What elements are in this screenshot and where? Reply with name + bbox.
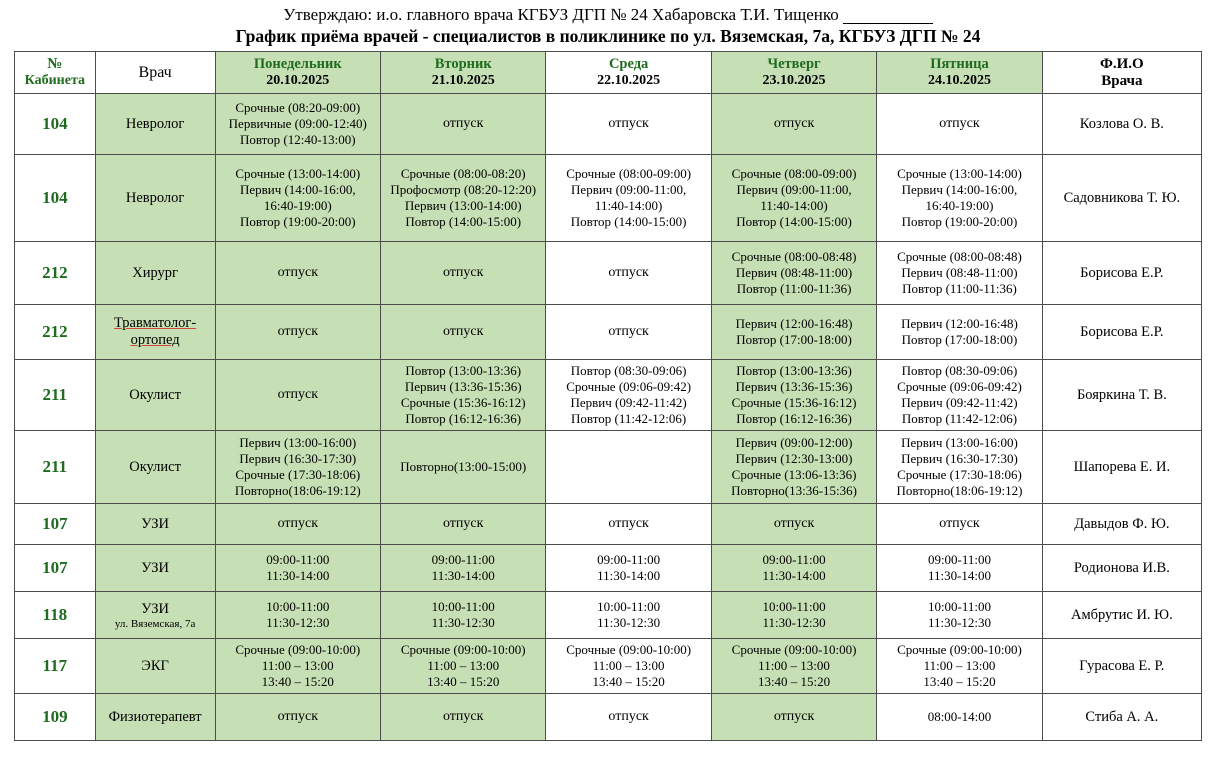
table-row: [15, 504, 1202, 545]
cell-line: 09:00-11:00: [431, 552, 495, 568]
cell-room: 107: [15, 545, 96, 592]
cell-line: отпуск: [277, 387, 319, 403]
cell-wed: [546, 360, 711, 431]
cell-line: отпуск: [442, 265, 484, 281]
cell-line: 10:00-11:00: [762, 599, 826, 615]
doctor-specialty: ЭКГ: [141, 657, 169, 674]
cell-line: 11:40-14:00): [594, 198, 663, 213]
header-day-thursday-name: Четверг: [767, 56, 821, 72]
cell-line: Повтор (14:00-15:00): [570, 213, 687, 229]
cell-tue: [381, 360, 546, 431]
cell-line: Первич (13:36-15:36): [404, 379, 522, 395]
cell-fri: [877, 305, 1042, 360]
cell-fri: [877, 155, 1042, 242]
cell-line: Повтор (14:00-15:00): [405, 213, 522, 229]
approval-line: [14, 0, 1202, 25]
cell-room: 104: [15, 155, 96, 242]
cell-line: 11:00 – 13:00: [261, 658, 334, 674]
cell-line: Первич (13:00-14:00): [404, 198, 522, 213]
table-row: [15, 431, 1202, 504]
cell-mon: [215, 694, 380, 741]
cell-line: отпуск: [277, 265, 319, 281]
cell-line: 11:30-14:00: [927, 568, 992, 583]
cell-fio: Давыдов Ф. Ю.: [1042, 504, 1201, 545]
cell-line: Срочные (08:00-08:48): [897, 249, 1022, 265]
cell-line: Повтор (08:30-09:06): [570, 363, 687, 379]
table-row: [15, 360, 1202, 431]
cell-line: Повтор (11:42-12:06): [571, 410, 687, 426]
header-day-tuesday-date: 21.10.2025: [431, 73, 495, 88]
table-row: [15, 155, 1202, 242]
cell-room: 211: [15, 431, 96, 504]
cell-line: Срочные (09:06-09:42): [566, 379, 692, 395]
cell-line: Срочные (08:20-09:00): [235, 100, 361, 116]
cell-line: отпуск: [773, 709, 815, 725]
cell-line: 11:30-12:30: [597, 615, 661, 630]
cell-line: 11:30-12:30: [927, 615, 992, 630]
cell-line: 11:40-14:00): [760, 198, 828, 213]
cell-thu: [711, 242, 876, 305]
cell-line: Первич (13:00-16:00): [239, 435, 357, 451]
cell-line: 10:00-11:00: [927, 599, 992, 615]
cell-line: отпуск: [277, 516, 319, 532]
table-row: [15, 592, 1202, 639]
cell-wed: [546, 639, 711, 694]
cell-mon: [215, 504, 380, 545]
doctor-specialty: Травматолог-ортопед: [114, 315, 197, 348]
cell-fio: Борисова Е.Р.: [1042, 242, 1201, 305]
cell-line: Срочные (08:00-08:20): [400, 166, 526, 182]
header-doctor-label: Врач: [138, 63, 172, 81]
cell-line: Срочные (15:36-16:12): [400, 395, 526, 410]
cell-line: Повтор (13:00-13:36): [736, 363, 852, 379]
cell-line: 11:30-14:00: [597, 568, 661, 583]
cell-line: отпуск: [277, 324, 319, 340]
cell-fri: [877, 545, 1042, 592]
cell-thu: [711, 155, 876, 242]
header-room-line1: №: [47, 56, 63, 72]
cell-mon: [215, 305, 380, 360]
cell-line: Первич (09:00-12:00): [735, 435, 853, 451]
header-day-wednesday: [546, 52, 711, 94]
table-row: [15, 694, 1202, 741]
cell-mon: [215, 155, 380, 242]
cell-line: Первичные (09:00-12:40): [228, 116, 367, 132]
table-row: [15, 94, 1202, 155]
cell-line: отпуск: [442, 324, 484, 340]
cell-room: 104: [15, 94, 96, 155]
cell-thu: [711, 305, 876, 360]
cell-wed: [546, 694, 711, 741]
cell-line: Срочные (09:00-10:00): [566, 642, 692, 658]
header-day-monday: [215, 52, 380, 94]
cell-room: 212: [15, 305, 96, 360]
cell-line: Срочные (13:06-13:36): [731, 467, 857, 482]
cell-fio: Бояркина Т. В.: [1042, 360, 1201, 431]
cell-line: Повторно(13:00-15:00): [400, 459, 527, 475]
cell-fri: [877, 504, 1042, 545]
cell-thu: [711, 94, 876, 155]
cell-line: Повтор (17:00-18:00): [736, 332, 852, 347]
cell-room: 212: [15, 242, 96, 305]
doctor-specialty: Невролог: [125, 115, 185, 132]
cell-tue: [381, 504, 546, 545]
header-day-thursday-date: 23.10.2025: [762, 73, 826, 88]
cell-line: Повтор (16:12-16:36): [405, 410, 522, 426]
cell-fio: Амбрутис И. Ю.: [1042, 592, 1201, 639]
header-doctor: [95, 52, 215, 94]
schedule-table: [14, 51, 1202, 741]
cell-line: отпуск: [608, 709, 649, 725]
doctor-specialty: УЗИ: [141, 515, 170, 532]
cell-line: 10:00-11:00: [597, 599, 661, 615]
cell-line: Первич (16:30-17:30): [901, 451, 1018, 467]
cell-fio: Родионова И.В.: [1042, 545, 1201, 592]
cell-tue: [381, 545, 546, 592]
cell-fio: Шапорева Е. И.: [1042, 431, 1201, 504]
cell-thu: [711, 694, 876, 741]
cell-line: Повтор (11:00-11:36): [736, 280, 852, 296]
cell-line: отпуск: [608, 265, 649, 281]
cell-wed: [546, 155, 711, 242]
cell-mon: [215, 545, 380, 592]
cell-tue: [381, 694, 546, 741]
cell-line: Срочные (09:00-10:00): [897, 642, 1022, 658]
cell-line: отпуск: [442, 709, 484, 725]
cell-line: 11:00 – 13:00: [592, 658, 665, 674]
doctor-specialty: Окулист: [129, 386, 181, 403]
cell-line: 09:00-11:00: [927, 552, 992, 568]
cell-fri: [877, 639, 1042, 694]
cell-line: 11:30-12:30: [266, 615, 330, 630]
cell-line: Срочные (08:00-09:00): [566, 166, 692, 182]
cell-mon: [215, 94, 380, 155]
doctor-address: ул. Вяземская, 7а: [114, 617, 196, 630]
header-day-friday-date: 24.10.2025: [927, 73, 991, 88]
cell-line: 11:30-14:00: [762, 568, 826, 583]
cell-line: Повторно(18:06-19:12): [896, 482, 1023, 498]
table-header: [15, 52, 1202, 94]
cell-doctor: [95, 639, 215, 694]
cell-mon: [215, 592, 380, 639]
cell-line: Первич (12:00-16:48): [901, 316, 1018, 332]
approval-text: Утверждаю: и.о. главного врача КГБУЗ ДГП № 24 Хабаровска Т.И. Тищенко: [283, 5, 839, 24]
cell-line: 10:00-11:00: [266, 599, 330, 615]
cell-line: Первич (09:00-11:00,: [736, 182, 852, 198]
table-row: [15, 639, 1202, 694]
cell-line: 11:00 – 13:00: [427, 658, 500, 674]
cell-line: Первич (08:48-11:00): [735, 265, 853, 281]
cell-line: отпуск: [939, 116, 980, 132]
cell-room: 118: [15, 592, 96, 639]
cell-wed: [546, 242, 711, 305]
cell-line: 13:40 – 15:20: [427, 673, 500, 689]
cell-mon: [215, 242, 380, 305]
cell-fio: Гурасова Е. Р.: [1042, 639, 1201, 694]
header-day-monday-name: Понедельник: [253, 56, 342, 72]
cell-line: Первич (09:42-11:42): [570, 395, 687, 410]
header-day-tuesday: [381, 52, 546, 94]
cell-fri: [877, 694, 1042, 741]
cell-wed: [546, 504, 711, 545]
cell-room: 211: [15, 360, 96, 431]
cell-fri: [877, 592, 1042, 639]
cell-line: 16:40-19:00): [925, 198, 994, 213]
cell-line: Профосмотр (08:20-12:20): [390, 182, 537, 198]
cell-line: Первич (12:00-16:48): [735, 316, 853, 332]
cell-line: Срочные (17:30-18:06): [897, 467, 1022, 482]
cell-line: отпуск: [442, 116, 484, 132]
cell-line: Срочные (09:06-09:42): [897, 379, 1022, 395]
cell-fri: [877, 242, 1042, 305]
cell-tue: [381, 305, 546, 360]
cell-wed: [546, 592, 711, 639]
cell-line: 09:00-11:00: [266, 552, 330, 568]
cell-tue: [381, 639, 546, 694]
cell-fio: Козлова О. В.: [1042, 94, 1201, 155]
cell-thu: [711, 431, 876, 504]
cell-line: 11:00 – 13:00: [923, 658, 996, 674]
cell-line: Первич (08:48-11:00): [901, 265, 1018, 281]
cell-line: отпуск: [773, 516, 815, 532]
cell-tue: [381, 155, 546, 242]
cell-thu: [711, 504, 876, 545]
cell-line: Повтор (13:00-13:36): [405, 363, 522, 379]
cell-line: Повтор (08:30-09:06): [901, 363, 1018, 379]
cell-fio: Садовникова Т. Ю.: [1042, 155, 1201, 242]
cell-line: отпуск: [608, 324, 649, 340]
cell-line: 10:00-11:00: [431, 599, 495, 615]
cell-doctor: [95, 305, 215, 360]
cell-doctor: [95, 155, 215, 242]
cell-tue: [381, 242, 546, 305]
cell-line: отпуск: [277, 709, 319, 725]
cell-doctor: [95, 242, 215, 305]
table-row: [15, 305, 1202, 360]
cell-line: Повтор (19:00-20:00): [901, 213, 1018, 229]
cell-line: 11:30-14:00: [266, 568, 330, 583]
cell-line: Первич (14:00-16:00,: [239, 182, 356, 198]
cell-doctor: [95, 694, 215, 741]
header-room: [15, 52, 96, 94]
cell-line: Срочные (15:36-16:12): [731, 395, 857, 410]
cell-line: 09:00-11:00: [597, 552, 661, 568]
doctor-specialty: Окулист: [129, 458, 181, 475]
cell-line: Повтор (12:40-13:00): [239, 131, 356, 147]
header-day-wednesday-date: 22.10.2025: [597, 73, 661, 88]
cell-line: Срочные (13:00-14:00): [235, 166, 361, 182]
cell-line: 13:40 – 15:20: [923, 673, 996, 689]
cell-doctor: [95, 360, 215, 431]
table-row: [15, 545, 1202, 592]
cell-doctor: [95, 94, 215, 155]
header-fio-line2: Врача: [1101, 72, 1143, 89]
cell-line: Повтор (17:00-18:00): [901, 332, 1018, 347]
cell-line: отпуск: [608, 116, 649, 132]
cell-line: Первич (09:00-11:00,: [571, 182, 687, 198]
doctor-specialty: Невролог: [125, 189, 185, 206]
cell-doctor: [95, 592, 215, 639]
cell-line: Повторно(13:36-15:36): [731, 482, 857, 498]
table-row: [15, 242, 1202, 305]
cell-fri: [877, 431, 1042, 504]
cell-line: Повтор (11:42-12:06): [901, 410, 1018, 426]
header-room-line2: Кабинета: [24, 73, 85, 88]
cell-thu: [711, 360, 876, 431]
doctor-specialty: УЗИ: [141, 600, 170, 617]
cell-line: Срочные (17:30-18:06): [235, 467, 361, 482]
cell-wed: [546, 305, 711, 360]
header-day-wednesday-name: Среда: [608, 56, 649, 72]
cell-line: 13:40 – 15:20: [592, 673, 665, 689]
cell-line: 08:00-14:00: [927, 709, 992, 725]
cell-line: Повтор (16:12-16:36): [736, 410, 852, 426]
header-day-tuesday-name: Вторник: [434, 56, 492, 72]
cell-line: 16:40-19:00): [263, 198, 332, 213]
cell-line: Срочные (08:00-08:48): [731, 249, 857, 265]
cell-line: Срочные (09:00-10:00): [400, 642, 526, 658]
header-fio: [1042, 52, 1201, 94]
cell-line: отпуск: [773, 116, 815, 132]
cell-line: 11:30-12:30: [431, 615, 495, 630]
table-body: [15, 94, 1202, 741]
cell-line: Срочные (08:00-09:00): [731, 166, 857, 182]
cell-thu: [711, 639, 876, 694]
cell-room: 109: [15, 694, 96, 741]
header-day-thursday: [711, 52, 876, 94]
cell-line: Повторно(18:06-19:12): [234, 482, 361, 498]
cell-line: Повтор (14:00-15:00): [736, 213, 852, 229]
cell-tue: [381, 431, 546, 504]
cell-mon: [215, 360, 380, 431]
cell-room: 117: [15, 639, 96, 694]
doctor-specialty: Физиотерапевт: [108, 708, 202, 725]
cell-line: Повтор (19:00-20:00): [239, 213, 356, 229]
cell-thu: [711, 545, 876, 592]
cell-line: отпуск: [939, 516, 980, 532]
cell-wed: [546, 94, 711, 155]
page-title: График приёма врачей - специалистов в поликлинике по ул. Вяземская, 7а, КГБУЗ ДГП № 24: [235, 26, 981, 46]
cell-doctor: [95, 431, 215, 504]
cell-fio: Борисова Е.Р.: [1042, 305, 1201, 360]
cell-thu: [711, 592, 876, 639]
signature-line: [843, 9, 933, 24]
cell-line: 13:40 – 15:20: [261, 673, 334, 689]
cell-line: Первич (13:36-15:36): [735, 379, 853, 395]
cell-line: отпуск: [442, 516, 484, 532]
doctor-specialty: Хирург: [132, 264, 178, 281]
cell-fio: Стиба А. А.: [1042, 694, 1201, 741]
cell-line: Срочные (09:00-10:00): [235, 642, 361, 658]
header-row: [15, 52, 1202, 94]
cell-line: Срочные (13:00-14:00): [897, 166, 1022, 182]
cell-room: 107: [15, 504, 96, 545]
cell-tue: [381, 592, 546, 639]
cell-mon: [215, 431, 380, 504]
cell-line: Срочные (09:00-10:00): [731, 642, 857, 658]
cell-line: Первич (16:30-17:30): [239, 451, 357, 467]
cell-wed: [546, 431, 711, 504]
cell-fri: [877, 360, 1042, 431]
cell-line: Первич (14:00-16:00,: [901, 182, 1018, 198]
cell-tue: [381, 94, 546, 155]
header-day-friday: [877, 52, 1042, 94]
cell-line: Первич (13:00-16:00): [901, 435, 1018, 451]
cell-line: Первич (09:42-11:42): [901, 395, 1018, 410]
cell-line: 11:00 – 13:00: [758, 658, 830, 674]
cell-doctor: [95, 504, 215, 545]
cell-mon: [215, 639, 380, 694]
header-fio-line1: Ф.И.О: [1099, 55, 1144, 72]
cell-line: 13:40 – 15:20: [757, 673, 831, 689]
header-day-friday-name: Пятница: [930, 56, 989, 72]
cell-line: 11:30-14:00: [431, 568, 495, 583]
cell-line: 11:30-12:30: [762, 615, 826, 630]
cell-line: отпуск: [608, 516, 649, 532]
cell-wed: [546, 545, 711, 592]
cell-doctor: [95, 545, 215, 592]
cell-fri: [877, 94, 1042, 155]
cell-line: 09:00-11:00: [762, 552, 826, 568]
cell-line: Повтор (11:00-11:36): [902, 280, 1017, 296]
header-day-monday-date: 20.10.2025: [266, 73, 330, 88]
cell-line: Первич (12:30-13:00): [735, 451, 853, 467]
doctor-specialty: УЗИ: [141, 559, 170, 576]
